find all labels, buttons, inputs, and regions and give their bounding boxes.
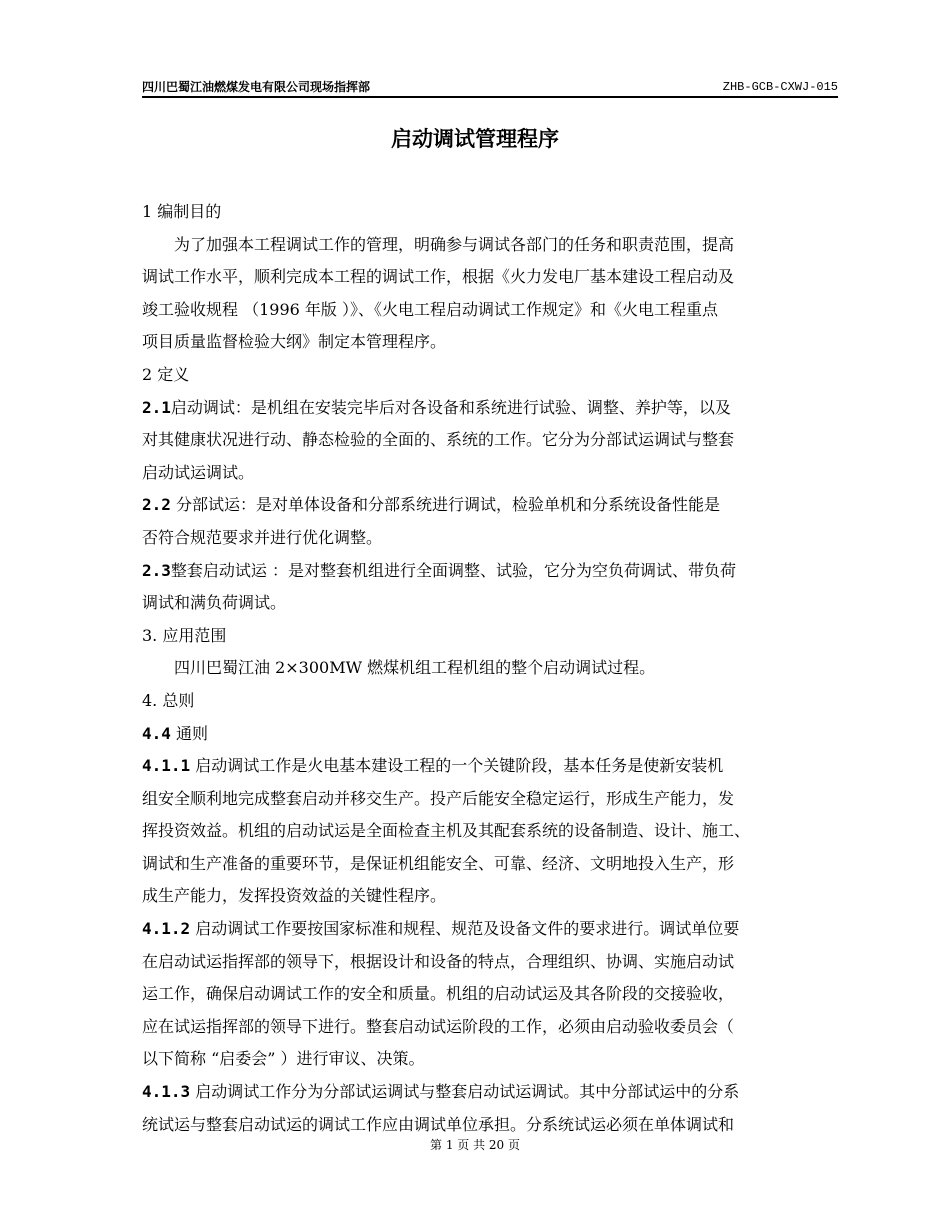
body-line	[142, 326, 854, 359]
body-text: 启动试运调试。	[142, 462, 255, 482]
body-text: 否符合规范要求并进行优化调整。	[142, 527, 383, 547]
section-number: 4.1.3	[142, 1082, 191, 1102]
body-text: 应在试运指挥部的领导下进行。整套启动试运阶段的工作，必须由启动验收委员会（	[142, 1016, 735, 1036]
body-line	[142, 1043, 854, 1076]
body-text: 以下简称 “启委会” ）进行审议、决策。	[142, 1049, 425, 1069]
body-text: 对其健康状况进行动、静态检验的全面的、系统的工作。它分为分部试运调试与整套	[142, 430, 735, 450]
body-line	[142, 978, 854, 1011]
body-line	[142, 685, 854, 718]
section-number: 4.4	[142, 723, 171, 743]
section-number: 4.1.1	[142, 756, 191, 776]
body-line	[142, 457, 854, 490]
body-text: 启动调试工作是火电基本建设工程的一个关键阶段，基本任务是使新安装机	[190, 756, 724, 776]
body-text: 组安全顺利地完成整套启动并移交生产。投产后能安全稳定运行，形成生产能力，发	[142, 788, 735, 808]
body-text: 调试工作水平，顺利完成本工程的调试工作，根据《火力发电厂基本建设工程启动及	[142, 267, 735, 287]
body-text: 启动调试：是机组在安装完毕后对各设备和系统进行试验、调整、养护等，以及	[170, 397, 731, 417]
body-line	[142, 652, 854, 685]
body-text: 启动调试工作要按国家标准和规程、规范及设备文件的要求进行。调试单位要	[190, 919, 740, 939]
body-text: 统试运与整套启动试运的调试工作应由调试单位承担。分系统试运必须在单体调试和	[142, 1114, 735, 1134]
document-body	[142, 196, 854, 1141]
page-footer: 第 1 页 共 20 页	[430, 1138, 520, 1152]
body-text: 分部试运：是对单体设备和分部系统进行调试，检验单机和分系统设备性能是	[170, 495, 720, 515]
body-text: 在启动试运指挥部的领导下，根据设计和设备的特点，合理组织、协调、实施启动试	[142, 951, 735, 971]
section-number: 2.3	[142, 560, 171, 580]
body-line	[142, 359, 854, 392]
body-line	[142, 555, 854, 588]
body-text: 1 编制目的	[142, 202, 222, 221]
body-line	[142, 587, 854, 620]
body-text: 调试和生产准备的重要环节，是保证机组能安全、可靠、经济、文明地投入生产，形	[142, 853, 735, 873]
body-line	[142, 522, 854, 555]
body-line	[142, 489, 854, 522]
body-text: 调试和满负荷调试。	[142, 593, 287, 613]
body-line	[142, 815, 854, 848]
body-text: 4. 总则	[142, 690, 195, 710]
body-line	[142, 229, 854, 262]
section-number: 2.1	[142, 397, 171, 417]
header-document-code: ZHB-GCB-CXWJ-015	[722, 80, 838, 94]
body-line	[142, 750, 854, 783]
body-text: 为了加强本工程调试工作的管理，明确参与调试各部门的任务和职责范围，提高	[174, 234, 735, 254]
body-line	[142, 392, 854, 425]
section-number: 2.2	[142, 495, 171, 515]
header-divider	[142, 96, 838, 98]
body-line	[142, 783, 854, 816]
body-line	[142, 196, 854, 229]
body-text: 3. 应用范围	[142, 625, 227, 645]
body-line	[142, 848, 854, 881]
body-text: 运工作，确保启动调试工作的安全和质量。机组的启动试运及其各阶段的交接验收，	[142, 984, 735, 1004]
body-text: 启动调试工作分为分部试运调试与整套启动试运调试。其中分部试运中的分系	[190, 1082, 740, 1102]
body-line	[142, 261, 854, 294]
body-text: 竣工验收规程 （1996 年版 ）》、《火电工程启动调试工作规定》和《火电工程重点	[142, 299, 718, 319]
body-line	[142, 718, 854, 751]
body-line	[142, 1011, 854, 1044]
body-line	[142, 424, 854, 457]
body-line	[142, 620, 854, 653]
section-number: 4.1.2	[142, 919, 191, 939]
body-line	[142, 946, 854, 979]
body-line	[142, 913, 854, 946]
header-organization: 四川巴蜀江油燃煤发电有限公司现场指挥部	[142, 80, 371, 94]
body-line	[142, 294, 854, 327]
body-text: 四川巴蜀江油 2×300MW 燃煤机组工程机组的整个启动调试过程。	[174, 658, 656, 678]
body-text: 成生产能力，发挥投资效益的关键性程序。	[142, 886, 447, 906]
page-header	[142, 78, 838, 96]
body-text: 挥投资效益。机组的启动试运是全面检查主机及其配套系统的设备制造、设计、施工、	[142, 821, 751, 841]
body-text: 项目质量监督检验大纲》制定本管理程序。	[142, 332, 447, 352]
body-line	[142, 880, 854, 913]
body-text: 2 定义	[142, 364, 190, 384]
body-text: 整套启动试运 ：是对整套机组进行全面调整、试验，它分为空负荷调试、带负荷	[170, 560, 736, 580]
document-title: 启动调试管理程序	[391, 127, 559, 151]
body-text: 通则	[170, 723, 208, 743]
body-line	[142, 1076, 854, 1109]
